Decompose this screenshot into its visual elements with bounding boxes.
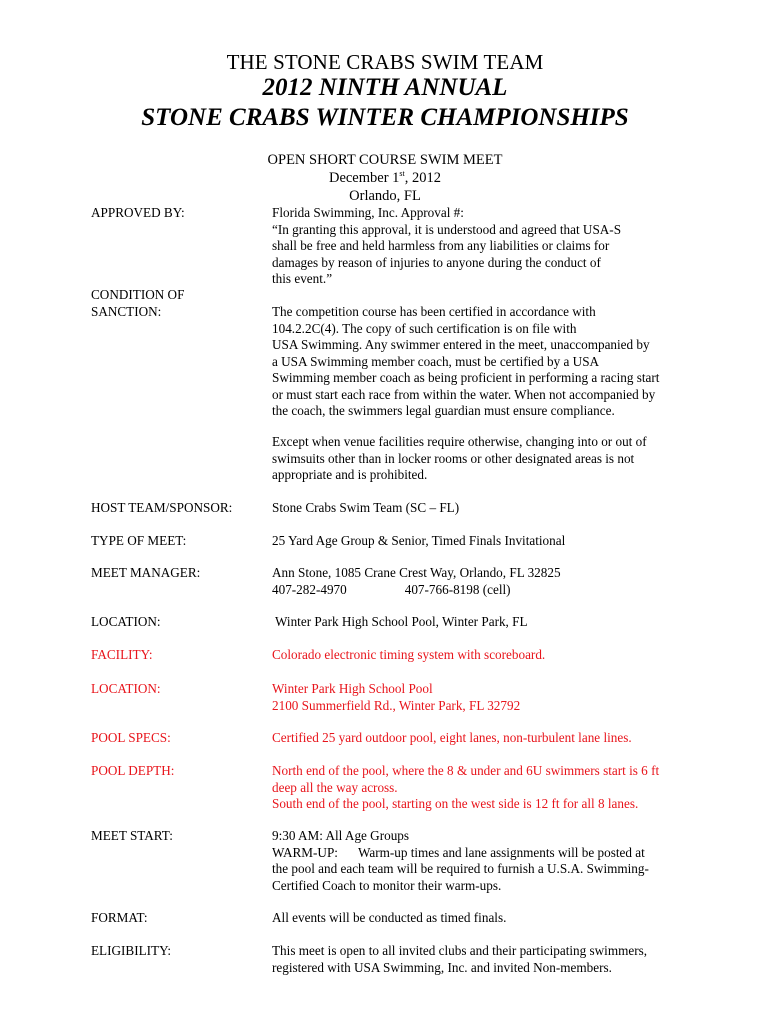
location-label-2: LOCATION: [91,681,161,696]
meet-city: Orlando, FL [349,188,421,204]
format-value: All events will be conducted as timed finals. [272,910,507,925]
location-value: Winter Park High School Pool, Winter Park, FL [275,614,528,629]
meet-type-label: TYPE OF MEET: [91,533,187,548]
location-label: LOCATION: [91,614,161,629]
pool-specs-label: POOL SPECS: [91,730,171,745]
manager-label: MEET MANAGER: [91,565,201,580]
manager-phone: 407-282-4970 [272,581,347,597]
meet-start-value: 9:30 AM: All Age Groups WARM-UP: Warm-up times and lane assignments will be posted at the pool and each team will be required to furnish a U.S.A. Swimming- Certified Coach to monitor their warm-ups. [272,828,649,893]
pool-specs-value: Certified 25 yard outdoor pool, eight lanes, non-turbulent lane lines. [272,730,632,745]
eligibility-label: ELIGIBILITY: [91,943,172,958]
meet-title-line2: STONE CRABS WINTER CHAMPIONSHIPS [141,104,629,131]
meet-type: OPEN SHORT COURSE SWIM MEET [267,152,503,168]
format-label: FORMAT: [91,910,148,925]
host-value: Stone Crabs Swim Team (SC – FL) [272,500,460,515]
manager-cell: 407-766-8198 (cell) [404,581,511,597]
facility-label: FACILITY: [91,647,153,662]
host-label: HOST TEAM/SPONSOR: [91,500,233,515]
pool-depth-value: North end of the pool, where the 8 & under and 6U swimmers start is 6 ft deep all the way across. South end of the pool, starting on the west side is 12 ft for all 8 lanes. [272,763,660,811]
facility-value: Colorado electronic timing system with scoreboard. [272,647,546,662]
pool-depth-label: POOL DEPTH: [91,763,175,778]
meet-title-line1: 2012 NINTH ANNUAL [262,74,508,101]
warmup-label: WARM-UP: [272,844,338,860]
changing-policy-text: Except when venue facilities require otherwise, changing into or out of swimsuits other than in locker rooms or other designated areas is not appropriate and is prohibited. [272,434,647,482]
meet-type-value: 25 Yard Age Group & Senior, Timed Finals Invitational [272,533,566,548]
eligibility-value: This meet is open to all invited clubs and their participating swimmers, registered with USA Swimming, Inc. and invited Non-members. [272,943,648,975]
manager-value: Ann Stone, 1085 Crane Crest Way, Orlando, FL 32825 407-282-4970 407-766-8198 (cell) [272,565,561,597]
team-heading: THE STONE CRABS SWIM TEAM [226,50,544,74]
location-address: Winter Park High School Pool 2100 Summerfield Rd., Winter Park, FL 32792 [272,681,521,713]
meet-date: December 1st, 2012 [328,169,442,186]
approved-text: Florida Swimming, Inc. Approval #: “In granting this approval, it is understood and agreed that USA-S shall be free and held harmless from any liabilities or claims for damages by reason of injuries to anyone during the conduct of this event.” [272,205,622,286]
condition-text: The competition course has been certified in accordance with 104.2.2C(4). The copy of such certification is on file with USA Swimming. Any swimmer entered in the meet, unaccompanied by a USA Swimming member coach, must be certified by a USA Swimming member coach as being proficient in performing a racing start or must start each race from within the water. When not accompanied by the coach, the swimmers legal guardian must ensure compliance. [272,304,660,418]
meet-start-label: MEET START: [91,828,173,843]
condition-label: CONDITION OF SANCTION: [91,287,185,319]
approved-label: APPROVED BY: [91,205,185,220]
